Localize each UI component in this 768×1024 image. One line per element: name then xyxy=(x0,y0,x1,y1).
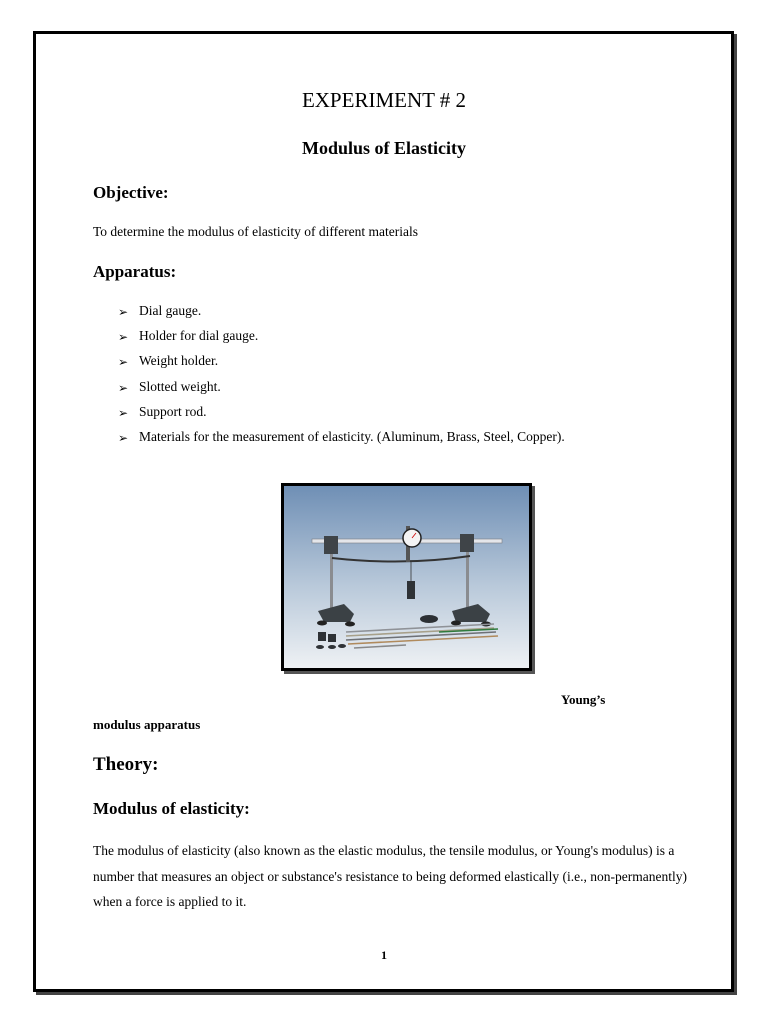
apparatus-illustration xyxy=(284,486,529,668)
apparatus-list xyxy=(118,303,565,454)
list-item-label: Slotted weight. xyxy=(139,378,221,394)
arrow-bullet-icon: ➢ xyxy=(118,430,129,445)
document-title: EXPERIMENT # 2 xyxy=(301,88,467,112)
objective-heading: Objective: xyxy=(93,183,169,202)
list-item xyxy=(118,353,565,378)
page-number: 1 xyxy=(381,948,387,962)
list-item xyxy=(118,328,565,353)
list-item xyxy=(118,379,565,404)
list-item-label: Weight holder. xyxy=(139,353,219,369)
apparatus-heading: Apparatus: xyxy=(93,262,177,281)
arrow-bullet-icon: ➢ xyxy=(118,405,129,420)
arrow-bullet-icon: ➢ xyxy=(118,355,129,370)
list-item xyxy=(118,404,565,429)
arrow-bullet-icon: ➢ xyxy=(118,380,129,395)
figure-caption-part2: modulus apparatus xyxy=(93,717,201,732)
list-item xyxy=(118,303,565,328)
figure-caption-part1: Young’s xyxy=(561,692,606,707)
arrow-bullet-icon: ➢ xyxy=(118,305,129,319)
modulus-heading: Modulus of elasticity: xyxy=(93,799,250,818)
document-subtitle: Modulus of Elasticity xyxy=(301,138,466,158)
list-item xyxy=(118,429,565,454)
list-item-label: Materials for the measurement of elasticity. (Aluminum, Brass, Steel, Copper). xyxy=(139,428,565,444)
modulus-paragraph: The modulus of elasticity (also known as the elastic modulus, the tensile modulus, or Young's modulus) is a number that measures an object or substance's resistance to being deformed elastically (i.e., non-permanently) when a force is applied to it. xyxy=(93,843,687,909)
arrow-bullet-icon: ➢ xyxy=(118,330,129,345)
list-item-label: Holder for dial gauge. xyxy=(139,328,259,344)
list-item-label: Dial gauge. xyxy=(139,303,202,318)
list-item-label: Support rod. xyxy=(139,403,207,419)
youngs-modulus-apparatus-image xyxy=(281,483,532,671)
objective-text: To determine the modulus of elasticity of different materials xyxy=(93,224,418,239)
theory-heading: Theory: xyxy=(93,754,159,775)
